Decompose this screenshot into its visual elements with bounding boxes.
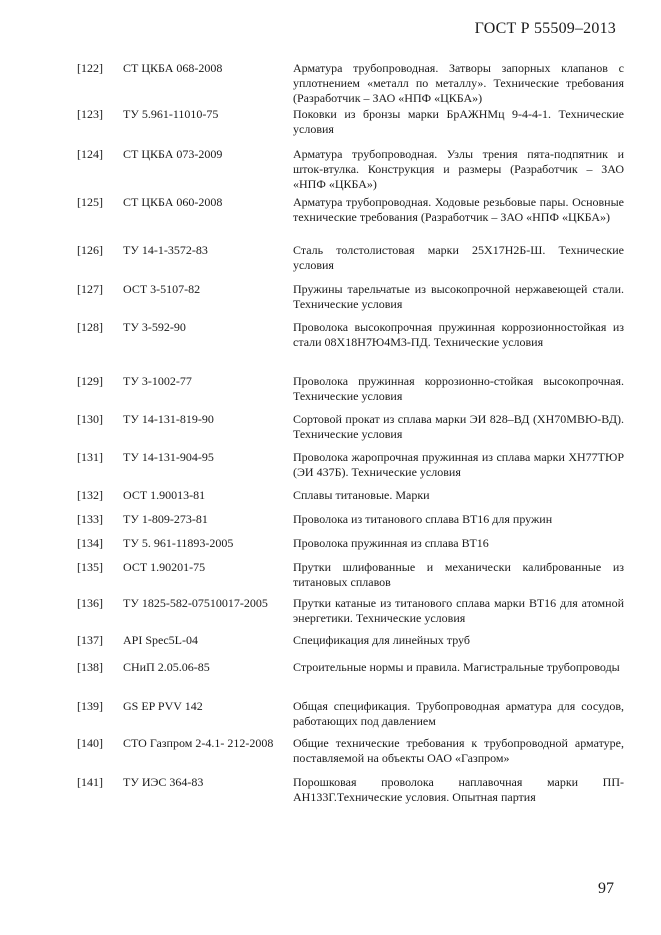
reference-list — [0, 61, 661, 811]
reference-code: ТУ 14-131-819-90 — [123, 412, 214, 426]
reference-entry — [0, 107, 661, 147]
reference-number: [125] — [77, 195, 103, 209]
reference-code: ТУ 1-809-273-81 — [123, 512, 208, 526]
reference-number: [137] — [77, 633, 103, 647]
reference-title: Общие технические требования к трубопроводной арматуре, поставляемой на объекты ОАО «Газпром» — [293, 736, 624, 765]
reference-number: [132] — [77, 488, 103, 502]
reference-number: [124] — [77, 147, 103, 161]
reference-number: [139] — [77, 699, 103, 713]
reference-number: [136] — [77, 596, 103, 610]
reference-number: [126] — [77, 243, 103, 257]
reference-code: ТУ 14-1-3572-83 — [123, 243, 208, 257]
reference-title: Проволока пружинная коррозионно-стойкая высокопрочная. Технические условия — [293, 374, 624, 403]
reference-title: Проволока жаропрочная пружинная из сплава марки ХН77ТЮР (ЭИ 437Б). Технические условия — [293, 450, 624, 479]
reference-entry — [0, 282, 661, 320]
reference-code: СТ ЦКБА 073-2009 — [123, 147, 223, 161]
reference-code: API Spec5L-04 — [123, 633, 198, 647]
reference-title: Проволока из титанового сплава ВТ16 для пружин — [293, 512, 553, 526]
reference-entry — [0, 320, 661, 374]
reference-entry — [0, 660, 661, 699]
reference-entry — [0, 512, 661, 536]
reference-code: ТУ 5.961-11010-75 — [123, 107, 219, 121]
reference-number: [134] — [77, 536, 103, 550]
reference-code: ТУ 3-1002-77 — [123, 374, 192, 388]
reference-title: Сталь толстолистовая марки 25Х17Н2Б-Ш. Технические условия — [293, 243, 624, 272]
reference-title: Сплавы титановые. Марки — [293, 488, 430, 502]
reference-number: [128] — [77, 320, 103, 334]
reference-entry — [0, 536, 661, 560]
page-number: 97 — [598, 880, 614, 897]
reference-number: [141] — [77, 775, 103, 789]
reference-code: ТУ 5. 961-11893-2005 — [123, 536, 234, 550]
reference-title: Арматура трубопроводная. Затворы запорных клапанов с уплотнением «металл по металлу». Технические требования (Разработчик – ЗАО «НПФ «ЦКБА») — [293, 61, 624, 105]
reference-title: Поковки из бронзы марки БрАЖНМц 9-4-4-1. Технические условия — [293, 107, 624, 136]
reference-entry — [0, 243, 661, 282]
reference-entry — [0, 633, 661, 660]
reference-code: СТ ЦКБА 060-2008 — [123, 195, 223, 209]
reference-title: Арматура трубопроводная. Ходовые резьбовые пары. Основные технические требования (Разработчик – ЗАО «НПФ «ЦКБА») — [293, 195, 624, 224]
reference-number: [131] — [77, 450, 103, 464]
document-header: ГОСТ Р 55509–2013 — [474, 20, 616, 37]
reference-entry — [0, 374, 661, 412]
reference-title: Сортовой прокат из сплава марки ЭИ 828–ВД (ХН70МВЮ-ВД). Технические условия — [293, 412, 624, 441]
reference-number: [138] — [77, 660, 103, 674]
reference-code: ТУ 14-131-904-95 — [123, 450, 214, 464]
reference-number: [122] — [77, 61, 103, 75]
reference-code: СНиП 2.05.06-85 — [123, 660, 210, 674]
reference-title: Общая спецификация. Трубопроводная арматура для сосудов, работающих под давлением — [293, 699, 624, 728]
reference-code: ОСТ 3-5107-82 — [123, 282, 201, 296]
reference-number: [140] — [77, 736, 103, 750]
reference-title: Спецификация для линейных труб — [293, 633, 470, 647]
reference-title: Прутки шлифованные и механически калиброванные из титановых сплавов — [293, 560, 624, 589]
reference-title: Порошковая проволока наплавочная марки ПП-АН133Г.Технические условия. Опытная партия — [293, 775, 624, 804]
reference-entry — [0, 775, 661, 811]
reference-code: ОСТ 1.90013-81 — [123, 488, 206, 502]
reference-code: GS EP PVV 142 — [123, 699, 203, 713]
reference-entry — [0, 699, 661, 736]
reference-title: Проволока высокопрочная пружинная коррозионностойкая из стали 08Х18Н7Ю4М3-ПД. Технические условия — [293, 320, 624, 349]
reference-code: ТУ 3-592-90 — [123, 320, 186, 334]
reference-entry — [0, 412, 661, 450]
reference-entry — [0, 195, 661, 243]
reference-entry — [0, 560, 661, 596]
reference-number: [129] — [77, 374, 103, 388]
reference-code: ТУ 1825-582-07510017-2005 — [123, 596, 268, 610]
reference-number: [135] — [77, 560, 103, 574]
reference-title: Арматура трубопроводная. Узлы трения пята-подпятник и шток-втулка. Конструкция и размеры (Разработчик – ЗАО «НПФ «ЦКБА») — [293, 147, 624, 191]
reference-number: [127] — [77, 282, 103, 296]
reference-title: Пружины тарельчатые из высокопрочной нержавеющей стали. Технические условия — [293, 282, 624, 311]
reference-entry — [0, 488, 661, 512]
reference-entry — [0, 736, 661, 775]
reference-entry — [0, 147, 661, 195]
reference-code: СТ ЦКБА 068-2008 — [123, 61, 223, 75]
reference-code: СТО Газпром 2-4.1- 212-2008 — [123, 736, 274, 750]
reference-title: Прутки катаные из титанового сплава марки ВТ16 для атомной энергетики. Технические условия — [293, 596, 624, 625]
reference-entry — [0, 596, 661, 633]
reference-title: Проволока пружинная из сплава ВТ16 — [293, 536, 489, 550]
reference-code: ТУ ИЭС 364-83 — [123, 775, 204, 789]
reference-number: [123] — [77, 107, 103, 121]
reference-code: ОСТ 1.90201-75 — [123, 560, 206, 574]
reference-number: [130] — [77, 412, 103, 426]
reference-number: [133] — [77, 512, 103, 526]
reference-title: Строительные нормы и правила. Магистральные трубопроводы — [293, 660, 620, 674]
reference-entry — [0, 450, 661, 488]
reference-entry — [0, 61, 661, 107]
